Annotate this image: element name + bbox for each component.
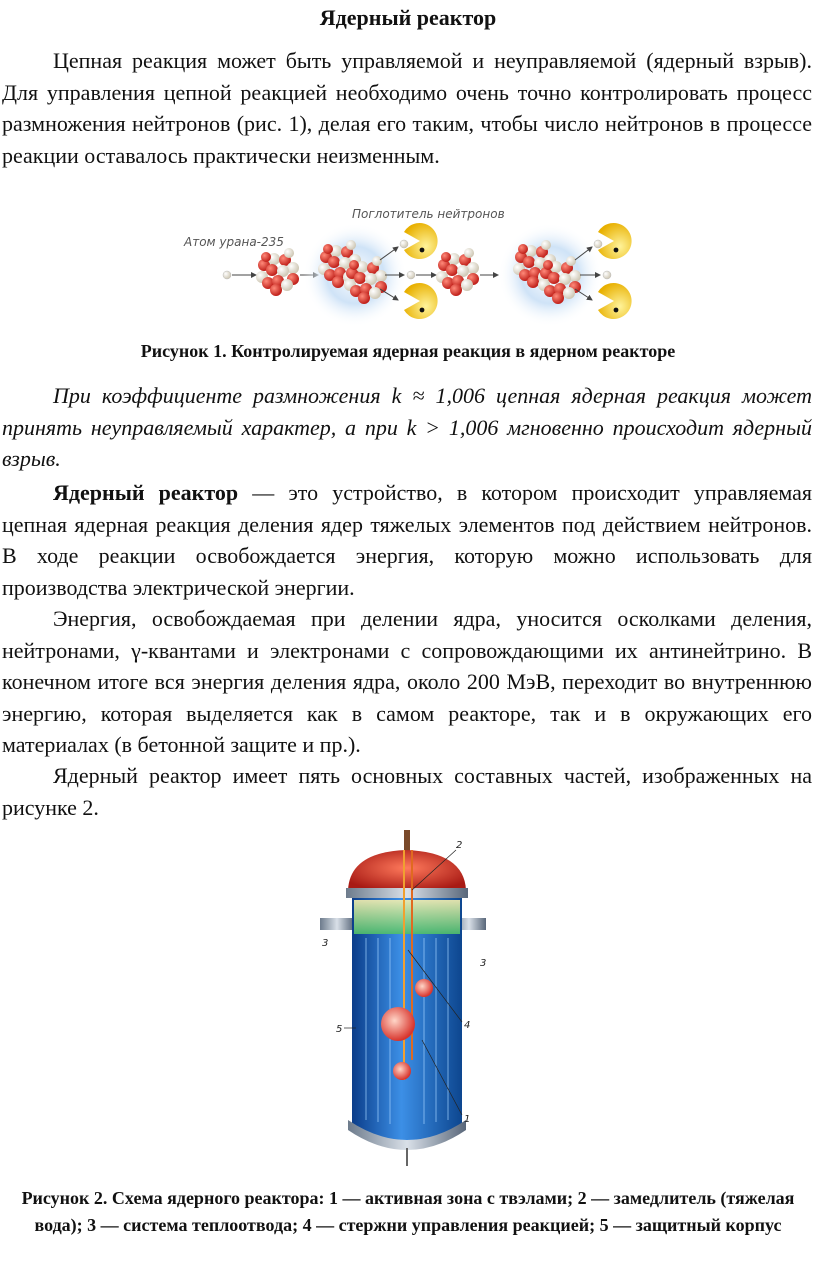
uranium-nucleus-2: [436, 248, 479, 296]
coolant-pipe-left: [320, 918, 354, 930]
fission-glow-2: [381, 1007, 415, 1041]
neutron-absorber-2: [404, 283, 438, 319]
neutron-absorber-3: [598, 223, 632, 259]
label-uranium-atom: Атом урана-235: [184, 235, 284, 249]
figure-2-reactor-diagram: [300, 830, 500, 1170]
reactor-lid: [348, 850, 466, 890]
page-title: Ядерный реактор: [319, 5, 497, 30]
paragraph-reactor-parts: Ядерный реактор имеет пять основных составных частей, изображенных на рисунке 2.: [2, 763, 812, 820]
label-4: 4: [464, 1020, 471, 1031]
fission-glow-1: [415, 979, 433, 997]
paragraph-multiplication-factor: При коэффициенте размножения k ≈ 1,006 цепная ядерная реакция может принять неуправляемый характер, а при k > 1,006 мгновенно происходит ядерный взрыв.: [2, 383, 812, 471]
uranium-nucleus-1: [256, 248, 299, 296]
neutron-absorber-1: [404, 223, 438, 259]
label-3-right: 3: [480, 958, 487, 969]
fission-glow-3: [393, 1062, 411, 1080]
paragraph-fission-energy: Энергия, освобождаемая при делении ядра, уносится осколками деления, нейтронами, γ-квантами и электронами с сопровождающими их антинейтрино. В конечном итоге вся энергия деления ядра, около 200 МэВ, переходит во внутреннюю энергию, которая выделяется как в самом реакторе, так и в окружающих его материалах (в бетонной защите и пр.).: [2, 606, 812, 757]
figure-1-chain-reaction: [180, 205, 640, 330]
figure-2-caption: Рисунок 2. Схема ядерного реактора: 1 — активная зона с твэлами; 2 — замедлитель (тяжелая вода); 3 — система теплоотвода; 4 — стержни управления реакцией; 5 — защитный корпус: [21, 1188, 795, 1235]
label-2: 2: [456, 840, 463, 851]
figure-1-caption: Рисунок 1. Контролируемая ядерная реакция в ядерном реакторе: [140, 341, 676, 361]
label-3-left: 3: [322, 938, 329, 949]
neutron-absorber-4: [598, 283, 632, 319]
moderator-zone: [354, 900, 460, 934]
label-5: 5: [336, 1024, 343, 1035]
term-nuclear-reactor: Ядерный реактор: [53, 480, 239, 505]
label-1: 1: [464, 1114, 471, 1125]
definition-text: — это устройство, в котором происходит управляемая цепная ядерная реакция деления ядер тяжелых элементов под действием нейтронов. В ходе реакции освобождается энергия, которую можно использовать для производства электрической энергии.: [2, 480, 812, 600]
label-neutron-absorber: Поглотитель нейтронов: [352, 207, 505, 221]
paragraph-intro: Цепная реакция может быть управляемой и неуправляемой (ядерный взрыв). Для управления цепной реакцией необходимо очень точно контролировать процесс размножения нейтронов (рис. 1), делая его таким, чтобы число нейтронов в процессе реакции оставалось практически неизменным.: [2, 48, 812, 168]
paragraph-reactor-definition: [2, 477, 812, 603]
